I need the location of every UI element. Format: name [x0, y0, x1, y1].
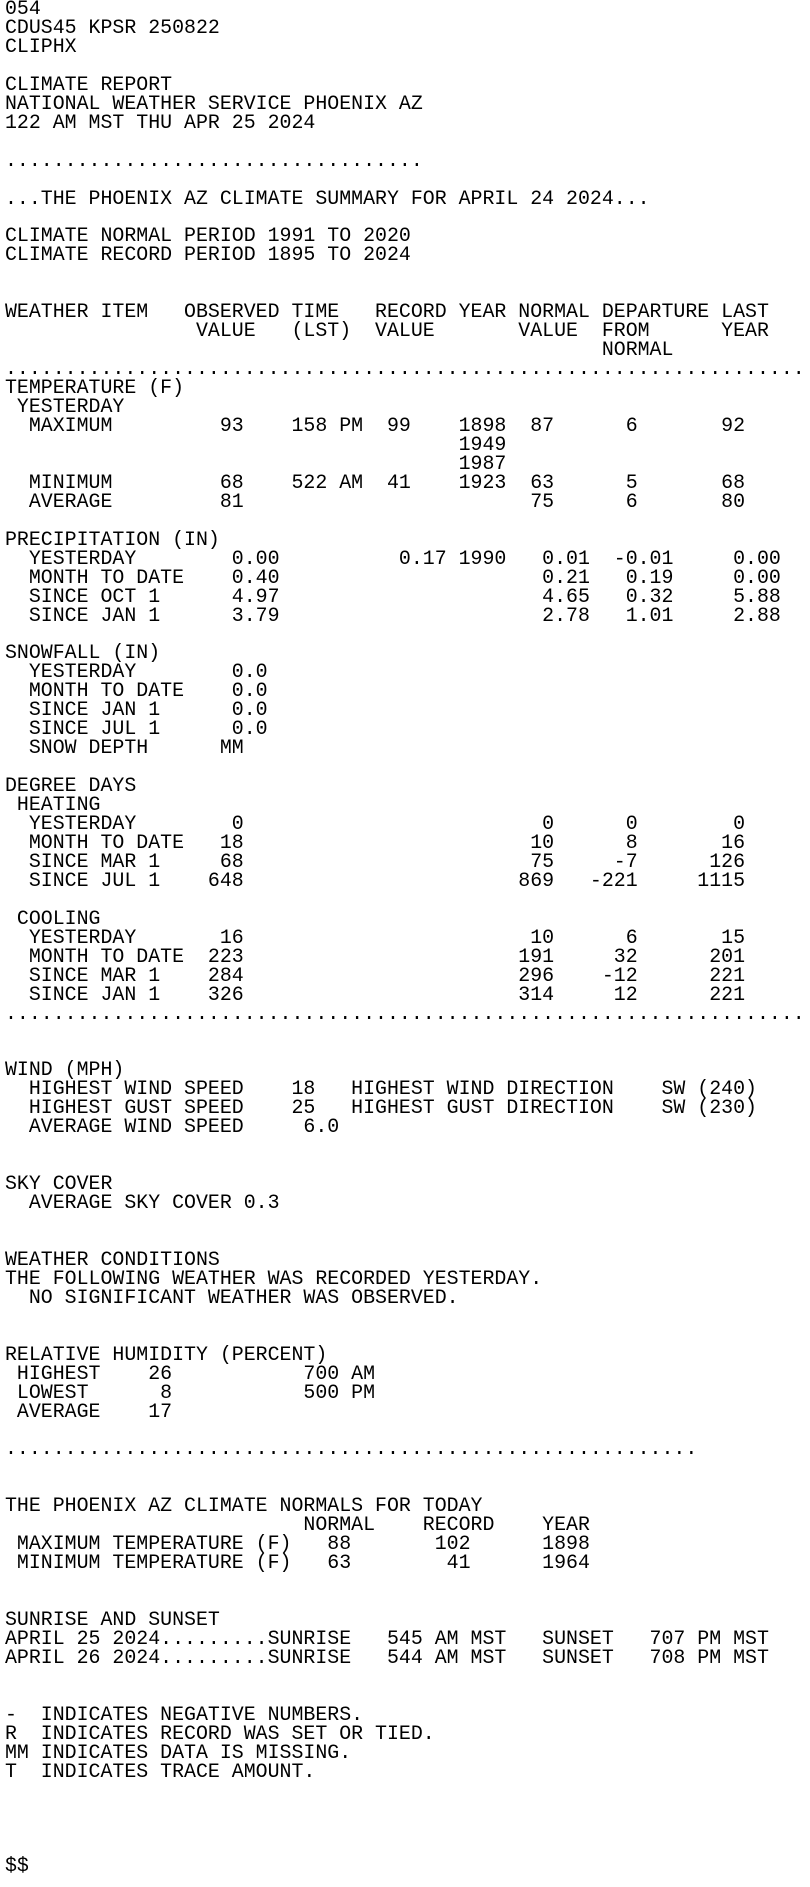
report-line: APRIL 25 2024.........SUNRISE 545 AM MST SUNSET 707 PM MST	[5, 1626, 769, 1650]
report-line: YESTERDAY 0.0	[5, 660, 268, 684]
report-line: MONTH TO DATE 0.40 0.21 0.19 0.00	[5, 565, 781, 589]
report-line: LOWEST 8 500 PM	[5, 1380, 376, 1404]
report-line: MINIMUM TEMPERATURE (F) 63 41 1964	[5, 1551, 590, 1575]
report-line: WIND (MPH)	[5, 1058, 125, 1082]
report-line: MAXIMUM 93 158 PM 99 1898 87 6 92	[5, 413, 746, 437]
report-line: WEATHER CONDITIONS	[5, 1247, 220, 1271]
report-line: HIGHEST WIND SPEED 18 HIGHEST WIND DIRECTION SW (240)	[5, 1077, 757, 1101]
report-line: VALUE (LST) VALUE VALUE FROM YEAR	[5, 319, 769, 343]
report-line: AVERAGE 81 75 6 80	[5, 489, 746, 513]
report-line: NO SIGNIFICANT WEATHER WAS OBSERVED.	[5, 1285, 459, 1309]
report-line: AVERAGE WIND SPEED 6.0	[5, 1115, 340, 1139]
report-line: APRIL 26 2024.........SUNRISE 544 AM MST SUNSET 708 PM MST	[5, 1645, 769, 1669]
report-line: SINCE JAN 1 3.79 2.78 1.01 2.88	[5, 603, 781, 627]
report-line: CLIMATE RECORD PERIOD 1895 TO 2024	[5, 243, 411, 267]
report-line: YESTERDAY 0 0 0 0	[5, 811, 746, 835]
report-line: SINCE MAR 1 68 75 -7 126	[5, 849, 746, 873]
report-line: YESTERDAY	[5, 395, 125, 419]
report-line: SINCE OCT 1 4.97 4.65 0.32 5.88	[5, 584, 781, 608]
report-line: SINCE JUL 1 648 869 -221 1115	[5, 868, 746, 892]
report-line: SKY COVER	[5, 1172, 113, 1196]
report-line: ...................................	[5, 148, 423, 172]
report-line: T INDICATES TRACE AMOUNT.	[5, 1759, 316, 1783]
report-line: NORMAL RECORD YEAR	[5, 1513, 590, 1537]
report-line: CLIPHX	[5, 34, 77, 58]
report-line: DEGREE DAYS	[5, 774, 137, 798]
report-line: R INDICATES RECORD WAS SET OR TIED.	[5, 1721, 435, 1745]
report-line: 1949	[5, 432, 507, 456]
report-line: MONTH TO DATE 0.0	[5, 679, 268, 703]
report-line: YESTERDAY 0.00 0.17 1990 0.01 -0.01 0.00	[5, 546, 781, 570]
report-line: MM INDICATES DATA IS MISSING.	[5, 1740, 352, 1764]
report-line: COOLING	[5, 906, 101, 930]
report-line: RELATIVE HUMIDITY (PERCENT)	[5, 1342, 328, 1366]
report-line: THE PHOENIX AZ CLIMATE NORMALS FOR TODAY	[5, 1494, 483, 1518]
report-line: ...................................................................	[5, 1001, 805, 1025]
report-line: ...THE PHOENIX AZ CLIMATE SUMMARY FOR APRIL 24 2024...	[5, 186, 650, 210]
report-line: NATIONAL WEATHER SERVICE PHOENIX AZ	[5, 91, 423, 115]
report-line: - INDICATES NEGATIVE NUMBERS.	[5, 1702, 364, 1726]
report-line: ..........................................................	[5, 1437, 698, 1461]
report-line: SINCE JUL 1 0.0	[5, 717, 268, 741]
report-line: HIGHEST GUST SPEED 25 HIGHEST GUST DIRECTION SW (230)	[5, 1096, 757, 1120]
report-line: AVERAGE 17	[5, 1399, 173, 1423]
report-line: $$	[5, 1854, 29, 1878]
report-line: SINCE JAN 1 0.0	[5, 698, 268, 722]
report-line: HIGHEST 26 700 AM	[5, 1361, 376, 1385]
report-line: 054	[5, 0, 41, 20]
report-line: CDUS45 KPSR 250822	[5, 15, 220, 39]
report-line: ...................................................................	[5, 357, 805, 381]
report-line: AVERAGE SKY COVER 0.3	[5, 1191, 280, 1215]
report-line: MONTH TO DATE 223 191 32 201	[5, 944, 746, 968]
report-line: PRECIPITATION (IN)	[5, 527, 220, 551]
report-line: YESTERDAY 16 10 6 15	[5, 925, 746, 949]
report-line: MAXIMUM TEMPERATURE (F) 88 102 1898	[5, 1532, 590, 1556]
report-line: HEATING	[5, 793, 101, 817]
report-line: WEATHER ITEM OBSERVED TIME RECORD YEAR NORMAL DEPARTURE LAST	[5, 300, 769, 324]
report-line: CLIMATE REPORT	[5, 72, 173, 96]
report-line: SINCE MAR 1 284 296 -12 221	[5, 963, 746, 987]
report-line: SNOWFALL (IN)	[5, 641, 161, 665]
report-line: 1987	[5, 451, 507, 475]
report-line: 122 AM MST THU APR 25 2024	[5, 110, 316, 134]
report-line: CLIMATE NORMAL PERIOD 1991 TO 2020	[5, 224, 411, 248]
report-line: MONTH TO DATE 18 10 8 16	[5, 830, 746, 854]
report-line: MINIMUM 68 522 AM 41 1923 63 5 68	[5, 470, 746, 494]
report-line: THE FOLLOWING WEATHER WAS RECORDED YESTERDAY.	[5, 1266, 543, 1290]
report-line: SINCE JAN 1 326 314 12 221	[5, 982, 746, 1006]
report-line: SNOW DEPTH MM	[5, 736, 244, 760]
report-line: NORMAL	[5, 338, 674, 362]
report-line: SUNRISE AND SUNSET	[5, 1608, 220, 1632]
report-line: TEMPERATURE (F)	[5, 376, 185, 400]
